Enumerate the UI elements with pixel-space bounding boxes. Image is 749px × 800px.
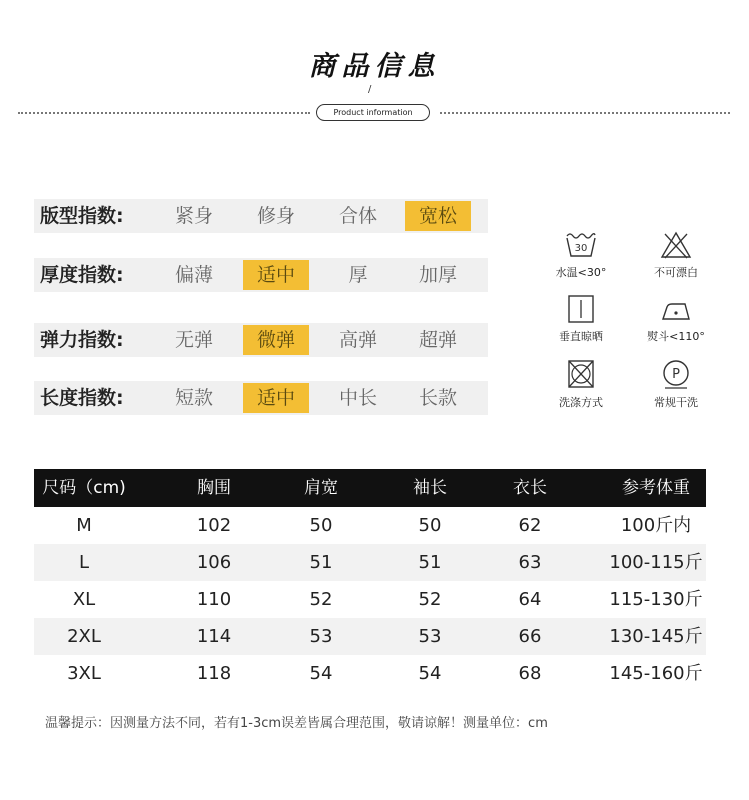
table-cell: XL xyxy=(72,589,96,610)
index-option-selected: 适中 xyxy=(243,383,309,413)
table-cell: L xyxy=(78,552,90,573)
table-cell: 100-115斤 xyxy=(609,552,703,573)
index-option: 中长 xyxy=(338,387,377,409)
table-cell: 62 xyxy=(518,515,542,536)
column-header: 衣长 xyxy=(513,478,547,498)
table-cell: 53 xyxy=(418,626,442,647)
table-row xyxy=(34,655,706,692)
table-cell: 52 xyxy=(418,589,442,610)
care-iron xyxy=(641,294,711,344)
page-title: 商品信息 xyxy=(308,51,441,82)
index-row xyxy=(34,381,488,415)
column-header: 参考体重 xyxy=(622,478,690,498)
table-cell: 50 xyxy=(309,515,333,536)
table-cell: 63 xyxy=(518,552,542,573)
size-table-header xyxy=(34,469,706,507)
care-hang-dry xyxy=(546,294,616,344)
index-option: 紧身 xyxy=(174,205,213,227)
table-cell: 53 xyxy=(309,626,333,647)
table-cell: 51 xyxy=(309,552,333,573)
index-option: 偏薄 xyxy=(174,264,213,286)
index-option: 厚 xyxy=(348,264,368,286)
index-option: 加厚 xyxy=(418,264,457,286)
table-cell: 115-130斤 xyxy=(609,589,703,610)
title-slash: / xyxy=(368,84,372,95)
table-cell: 3XL xyxy=(67,663,101,684)
index-option-selected: 适中 xyxy=(243,260,309,290)
no-wash-icon xyxy=(564,358,598,390)
care-label-iron: 熨斗<110° xyxy=(647,330,705,343)
table-cell: 145-160斤 xyxy=(609,663,703,684)
table-row xyxy=(34,581,706,618)
table-row xyxy=(34,507,706,544)
index-label: 厚度指数: xyxy=(40,264,124,286)
care-label-hang: 垂直晾晒 xyxy=(559,330,603,343)
column-header: 尺码（cm) xyxy=(42,478,126,498)
care-no-bleach xyxy=(641,230,711,280)
table-cell: 54 xyxy=(418,663,442,684)
care-label-wash-method: 洗涤方式 xyxy=(559,396,603,409)
table-cell: 100斤内 xyxy=(620,515,692,536)
dotted-divider-right xyxy=(440,112,730,114)
index-option: 长款 xyxy=(418,387,457,409)
index-label: 版型指数: xyxy=(40,205,124,227)
index-option-selected: 宽松 xyxy=(405,201,471,231)
table-cell: 54 xyxy=(309,663,333,684)
index-row xyxy=(34,199,488,233)
table-cell: 51 xyxy=(418,552,442,573)
hang-dry-icon xyxy=(564,294,598,324)
column-header: 肩宽 xyxy=(304,478,338,498)
care-wash-30 xyxy=(546,230,616,280)
size-table xyxy=(34,469,706,692)
subtitle-pill: Product information xyxy=(316,104,430,121)
index-option-selected: 微弹 xyxy=(243,325,309,355)
measurement-note: 温馨提示：因测量方法不同，若有1-3cm误差皆属合理范围，敬请谅解！测量单位：cm xyxy=(45,716,548,731)
care-dry-clean xyxy=(641,358,711,410)
column-header: 袖长 xyxy=(413,478,447,498)
care-label-wash: 水温<30° xyxy=(555,266,607,279)
index-option: 合体 xyxy=(338,205,377,227)
table-cell: 106 xyxy=(196,552,232,573)
index-option: 修身 xyxy=(256,205,295,227)
column-header: 胸围 xyxy=(197,478,231,498)
table-cell: 118 xyxy=(196,663,232,684)
iron-icon xyxy=(659,294,693,324)
table-cell: 52 xyxy=(309,589,333,610)
dry-clean-icon xyxy=(659,358,693,390)
table-cell: 130-145斤 xyxy=(609,626,703,647)
index-label: 长度指数: xyxy=(40,387,124,409)
wash-30-temp: 30 xyxy=(574,243,588,254)
table-cell: 64 xyxy=(518,589,542,610)
table-cell: 102 xyxy=(196,515,232,536)
table-cell: M xyxy=(76,515,92,536)
table-cell: 50 xyxy=(418,515,442,536)
index-option: 无弹 xyxy=(174,329,213,351)
index-row xyxy=(34,258,488,292)
index-row xyxy=(34,323,488,357)
care-label-bleach: 不可漂白 xyxy=(654,266,698,279)
index-option: 高弹 xyxy=(338,329,377,351)
wash-30-icon xyxy=(564,230,598,260)
table-row xyxy=(34,544,706,581)
index-option: 短款 xyxy=(174,387,213,409)
table-row xyxy=(34,618,706,655)
index-label: 弹力指数: xyxy=(40,329,124,351)
no-bleach-icon xyxy=(659,230,693,260)
dry-clean-letter: P xyxy=(672,367,680,382)
dotted-divider-left xyxy=(18,112,310,114)
care-label-dry-clean: 常规干洗 xyxy=(654,396,698,409)
care-no-wash xyxy=(546,358,616,410)
table-cell: 2XL xyxy=(67,626,101,647)
table-cell: 66 xyxy=(518,626,542,647)
table-cell: 114 xyxy=(196,626,232,647)
index-option: 超弹 xyxy=(418,329,457,351)
table-cell: 110 xyxy=(196,589,232,610)
table-cell: 68 xyxy=(518,663,542,684)
